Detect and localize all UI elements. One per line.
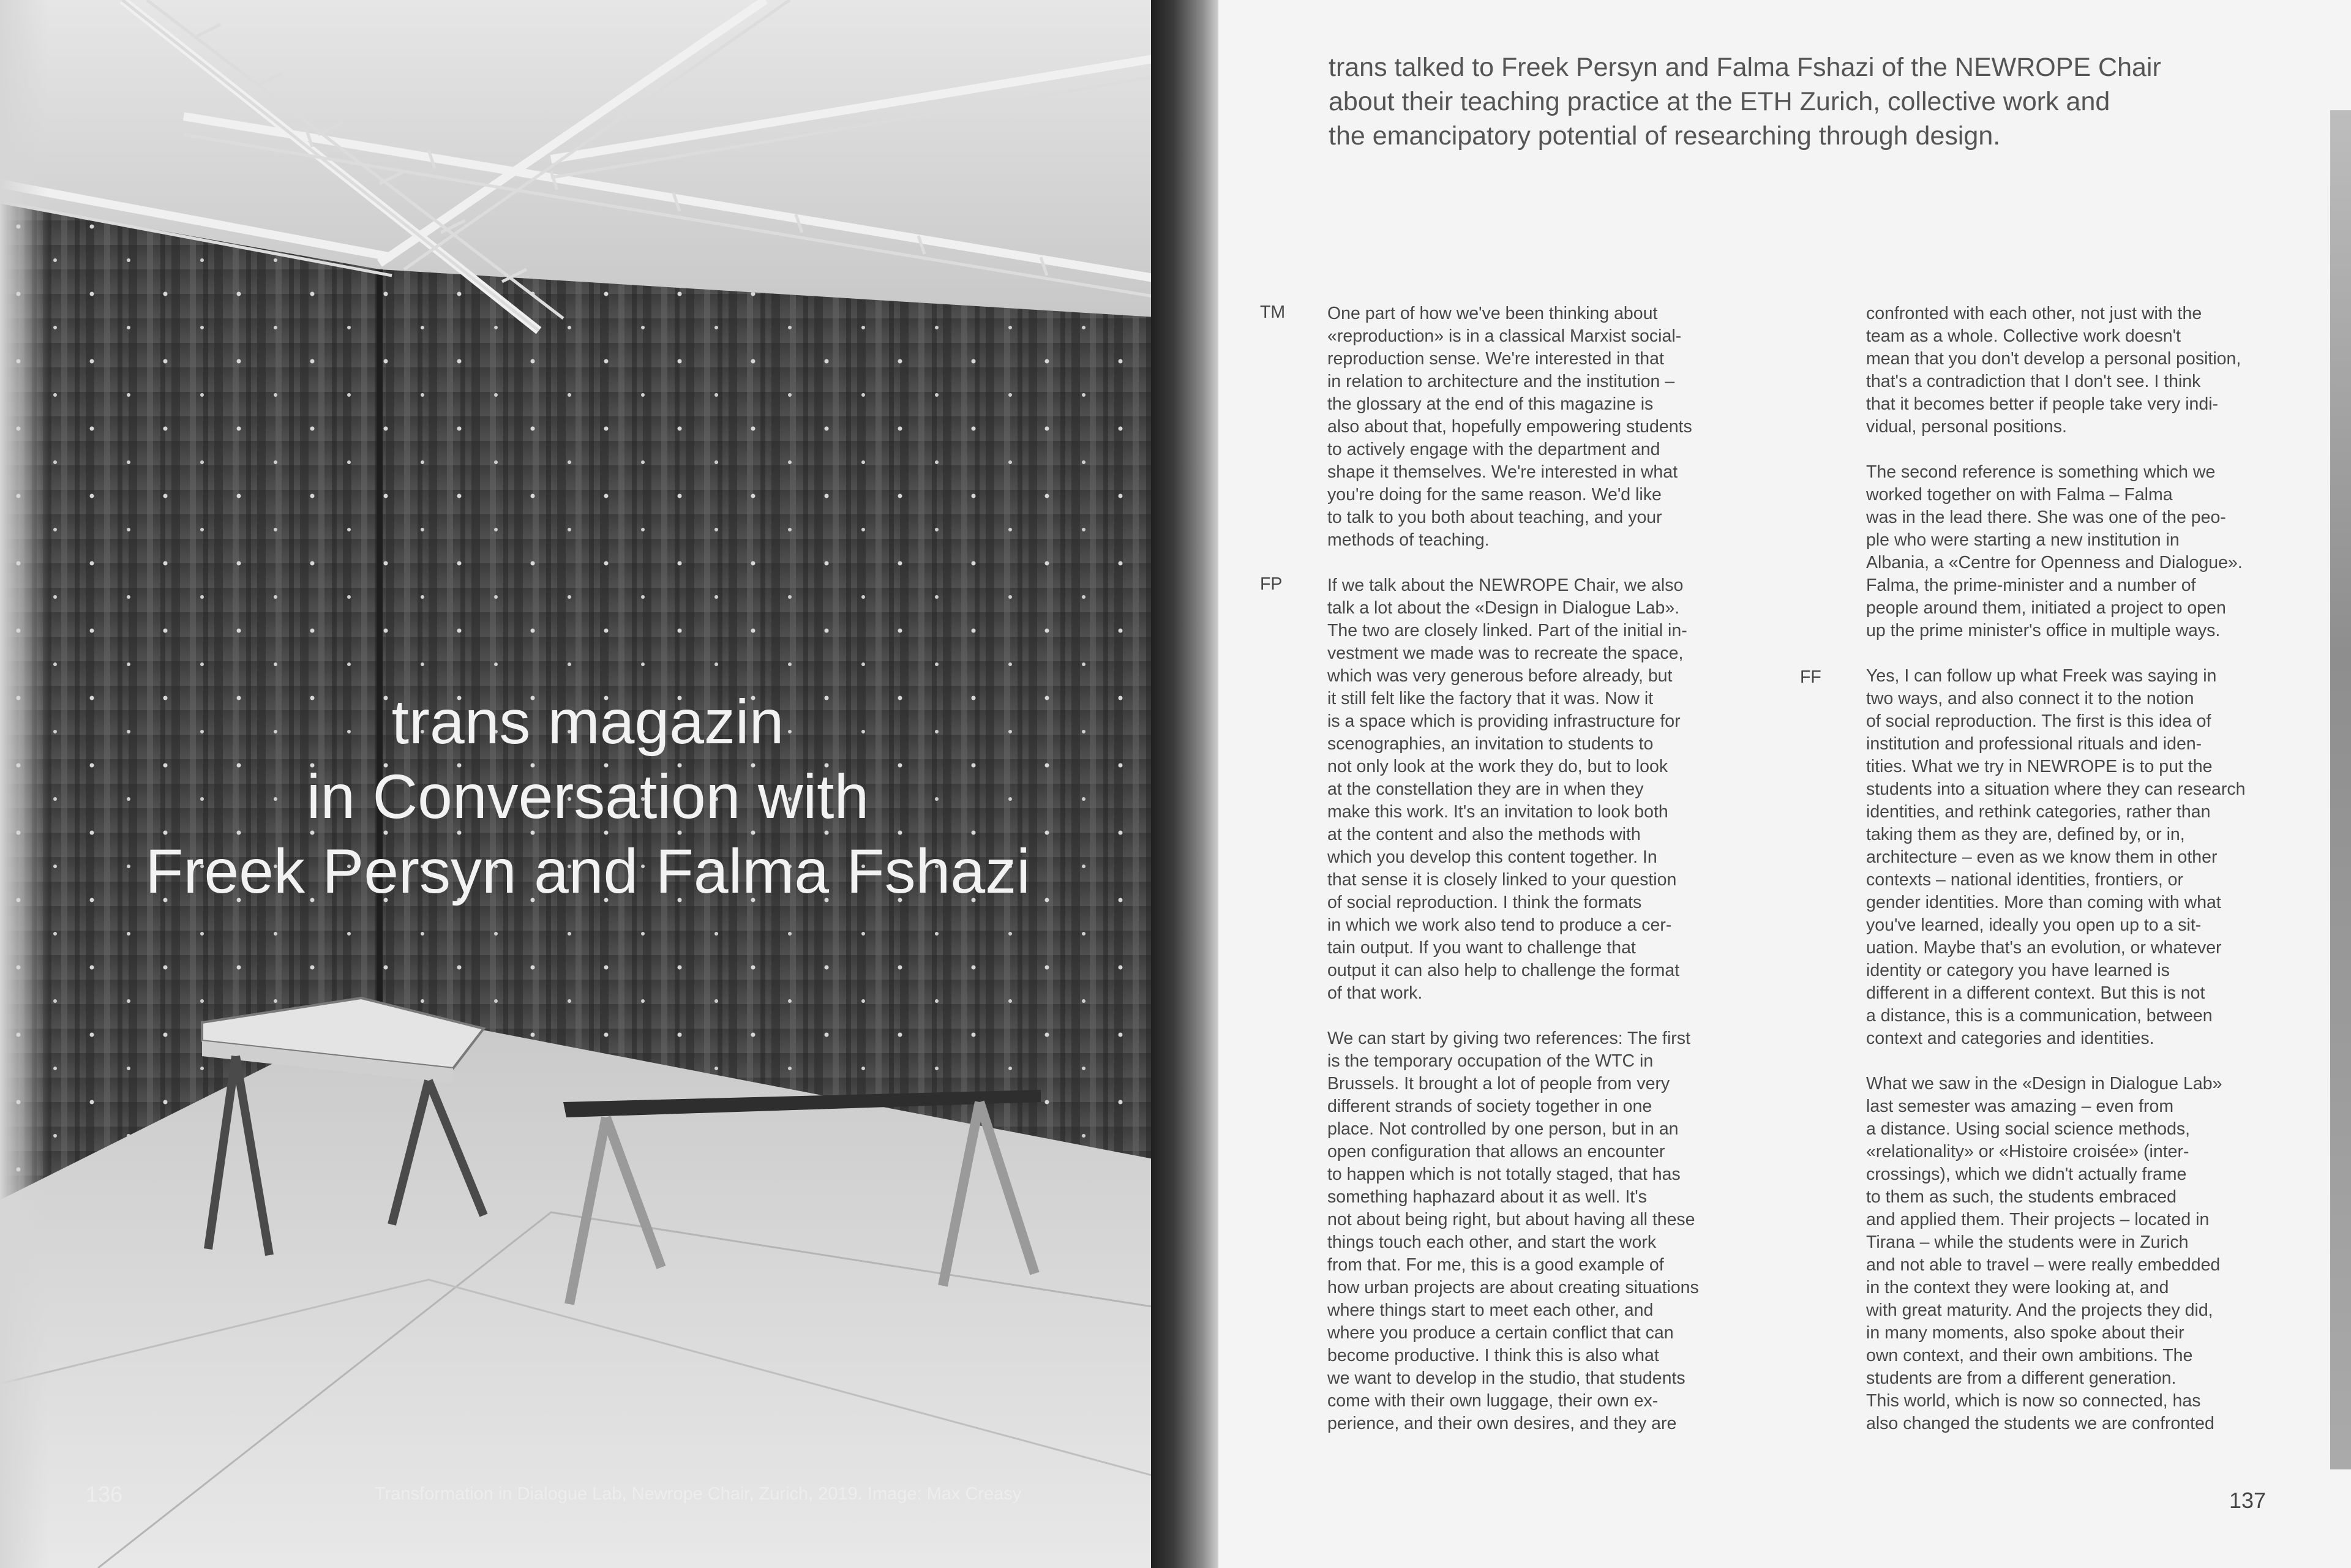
- text-line: methods of teaching.: [1327, 530, 1490, 550]
- text-line: The two are closely linked. Part of the initial in-: [1327, 621, 1687, 640]
- paragraph: [1866, 1073, 2295, 1435]
- text-line: tities. What we try in NEWROPE is to put the: [1866, 757, 2213, 776]
- text-line: and not able to travel – were really embedded: [1866, 1255, 2221, 1275]
- text-line: identities, and rethink categories, rather than: [1866, 802, 2211, 822]
- text-line: is a space which is providing infrastructure for: [1327, 711, 1681, 731]
- text-line: gender identities. More than coming with what: [1866, 893, 2221, 912]
- text-line: not only look at the work they do, but to look: [1327, 757, 1668, 776]
- text-line: we want to develop in the studio, that students: [1327, 1368, 1685, 1388]
- text-line: tain output. If you want to challenge that: [1327, 938, 1636, 958]
- text-line: in many moments, also spoke about their: [1866, 1323, 2184, 1343]
- text-line: which was very generous before already, but: [1327, 666, 1673, 686]
- text-line: vidual, personal positions.: [1866, 417, 2067, 437]
- text-line: vestment we made was to recreate the space,: [1327, 643, 1684, 663]
- text-line: you're doing for the same reason. We'd like: [1327, 485, 1662, 505]
- text-line: at the constellation they are in when they: [1327, 779, 1644, 799]
- book-gutter: [1151, 0, 1224, 1568]
- text-line: Albania, a «Centre for Openness and Dialogue».: [1866, 553, 2243, 572]
- text-line: that it becomes better if people take very indi-: [1866, 394, 2219, 414]
- text-line: This world, which is now so connected, has: [1866, 1391, 2201, 1411]
- paragraph: [1866, 302, 2295, 438]
- text-line: architecture – even as we know them in other: [1866, 847, 2218, 867]
- text-line: confronted with each other, not just with the: [1866, 304, 2202, 323]
- text-line: make this work. It's an invitation to look both: [1327, 802, 1668, 822]
- text-line: of social reproduction. The first is this idea of: [1866, 711, 2211, 731]
- text-column-2: [1866, 302, 2295, 1435]
- intro-line: the emancipatory potential of researching through design.: [1329, 121, 2001, 151]
- text-line: own context, and their own ambitions. The: [1866, 1346, 2193, 1365]
- text-line: not about being right, but about having all these: [1327, 1210, 1695, 1229]
- text-line: also changed the students we are confronted: [1866, 1414, 2214, 1433]
- text-line: scenographies, an invitation to students to: [1327, 734, 1654, 754]
- text-line: place. Not controlled by one person, but in an: [1327, 1119, 1679, 1139]
- text-line: institution and professional rituals and iden-: [1866, 734, 2202, 754]
- text-line: the glossary at the end of this magazine is: [1327, 394, 1654, 414]
- text-line: it still felt like the factory that it was. Now it: [1327, 689, 1654, 708]
- right-page: [1218, 0, 2351, 1568]
- text-line: come with their own luggage, their own ex-: [1327, 1391, 1659, 1411]
- text-line: you've learned, ideally you open up to a sit-: [1866, 915, 2202, 935]
- text-line: The second reference is something which we: [1866, 462, 2216, 482]
- text-line: Yes, I can follow up what Freek was saying in: [1866, 666, 2217, 686]
- text-line: is the temporary occupation of the WTC in: [1327, 1051, 1654, 1071]
- paragraph: [1866, 665, 2295, 1050]
- text-line: «reproduction» is in a classical Marxist social-: [1327, 326, 1682, 346]
- text-line: different strands of society together in one: [1327, 1097, 1652, 1116]
- text-line: worked together on with Falma – Falma: [1866, 485, 2173, 505]
- text-line: how urban projects are about creating situations: [1327, 1278, 1699, 1297]
- text-line: things touch each other, and start the work: [1327, 1232, 1657, 1252]
- text-line: of that work.: [1327, 983, 1423, 1003]
- text-line: Tirana – while the students were in Zurich: [1866, 1232, 2189, 1252]
- text-line: uation. Maybe that's an evolution, or whatever: [1866, 938, 2222, 958]
- text-line: reproduction sense. We're interested in that: [1327, 349, 1664, 369]
- speaker-label-ff: FF: [1800, 667, 1821, 687]
- text-line: at the content and also the methods with: [1327, 825, 1641, 844]
- text-line: with great maturity. And the projects they did,: [1866, 1300, 2213, 1320]
- paragraph: [1866, 461, 2295, 642]
- text-line: different in a different context. But this is not: [1866, 983, 2205, 1003]
- page-number-right: 137: [2229, 1488, 2267, 1513]
- title-line: in Conversation with: [306, 762, 869, 831]
- text-line: Brussels. It brought a lot of people from very: [1327, 1074, 1670, 1093]
- text-line: last semester was amazing – even from: [1866, 1097, 2174, 1116]
- text-line: mean that you don't develop a personal position,: [1866, 349, 2241, 369]
- intro-line: about their teaching practice at the ETH Zurich, collective work and: [1329, 87, 2110, 116]
- text-line: Falma, the prime-minister and a number of: [1866, 576, 2196, 595]
- article-title: [0, 685, 1176, 909]
- text-column-1: [1327, 302, 1768, 1435]
- title-line: Freek Persyn and Falma Fshazi: [145, 836, 1030, 906]
- speaker-label-tm: TM: [1260, 302, 1286, 322]
- page-edge-shading: [2330, 110, 2351, 1469]
- text-line: from that. For me, this is a good example of: [1327, 1255, 1664, 1275]
- text-line: We can start by giving two references: The first: [1327, 1029, 1690, 1048]
- text-line: to actively engage with the department and: [1327, 440, 1660, 459]
- text-line: «relationality» or «Histoire croisée» (inter-: [1866, 1142, 2189, 1161]
- text-line: that's a contradiction that I don't see. I think: [1866, 372, 2201, 391]
- text-line: contexts – national identities, frontiers, or: [1866, 870, 2184, 890]
- text-line: which you develop this content together. In: [1327, 847, 1657, 867]
- text-line: students into a situation where they can research: [1866, 779, 2246, 799]
- text-line: output it can also help to challenge the format: [1327, 961, 1680, 980]
- text-line: What we saw in the «Design in Dialogue Lab»: [1866, 1074, 2222, 1093]
- photo-caption: Transformation in Dialogue Lab, Newrope Chair, Zurich, 2019. Image: Max Creasy: [375, 1484, 1022, 1504]
- text-line: open configuration that allows an encounter: [1327, 1142, 1665, 1161]
- text-line: to talk to you both about teaching, and your: [1327, 508, 1662, 527]
- text-line: to them as such, the students embraced: [1866, 1187, 2177, 1207]
- paragraph: [1327, 1027, 1768, 1435]
- paragraph: [1327, 302, 1768, 552]
- title-line: trans magazin: [391, 687, 784, 757]
- text-line: in which we work also tend to produce a cer-: [1327, 915, 1672, 935]
- text-line: two ways, and also connect it to the notion: [1866, 689, 2194, 708]
- text-line: something haphazard about it as well. It's: [1327, 1187, 1647, 1207]
- text-line: One part of how we've been thinking about: [1327, 304, 1658, 323]
- text-line: in the context they were looking at, and: [1866, 1278, 2169, 1297]
- intro-line: trans talked to Freek Persyn and Falma Fshazi of the NEWROPE Chair: [1329, 53, 2161, 82]
- text-line: talk a lot about the «Design in Dialogue Lab».: [1327, 598, 1680, 618]
- text-line: a distance. Using social science methods,: [1866, 1119, 2191, 1139]
- text-line: of social reproduction. I think the formats: [1327, 893, 1642, 912]
- text-line: ple who were starting a new institution in: [1866, 530, 2180, 550]
- text-line: where you produce a certain conflict that can: [1327, 1323, 1674, 1343]
- text-line: perience, and their own desires, and they are: [1327, 1414, 1677, 1433]
- page-number-left: 136: [86, 1482, 123, 1507]
- paragraph: [1327, 574, 1768, 1005]
- text-line: crossings), which we didn't actually frame: [1866, 1165, 2187, 1184]
- text-line: and applied them. Their projects – located in: [1866, 1210, 2210, 1229]
- text-line: become productive. I think this is also what: [1327, 1346, 1659, 1365]
- text-line: shape it themselves. We're interested in what: [1327, 462, 1678, 482]
- text-line: identity or category you have learned is: [1866, 961, 2170, 980]
- text-line: was in the lead there. She was one of the peo-: [1866, 508, 2226, 527]
- text-line: team as a whole. Collective work doesn't: [1866, 326, 2181, 346]
- text-line: taking them as they are, defined by, or in,: [1866, 825, 2185, 844]
- text-line: context and categories and identities.: [1866, 1029, 2154, 1048]
- intro-text: [1329, 50, 2247, 153]
- text-line: people around them, initiated a project to open: [1866, 598, 2226, 618]
- text-line: to happen which is not totally staged, that has: [1327, 1165, 1681, 1184]
- speaker-label-fp: FP: [1260, 574, 1283, 594]
- text-line: If we talk about the NEWROPE Chair, we also: [1327, 576, 1684, 595]
- text-line: also about that, hopefully empowering students: [1327, 417, 1692, 437]
- text-line: where things start to meet each other, and: [1327, 1300, 1654, 1320]
- text-line: in relation to architecture and the institution –: [1327, 372, 1675, 391]
- text-line: students are from a different generation.: [1866, 1368, 2177, 1388]
- text-line: that sense it is closely linked to your question: [1327, 870, 1677, 890]
- text-line: up the prime minister's office in multiple ways.: [1866, 621, 2221, 640]
- text-line: a distance, this is a communication, between: [1866, 1006, 2213, 1026]
